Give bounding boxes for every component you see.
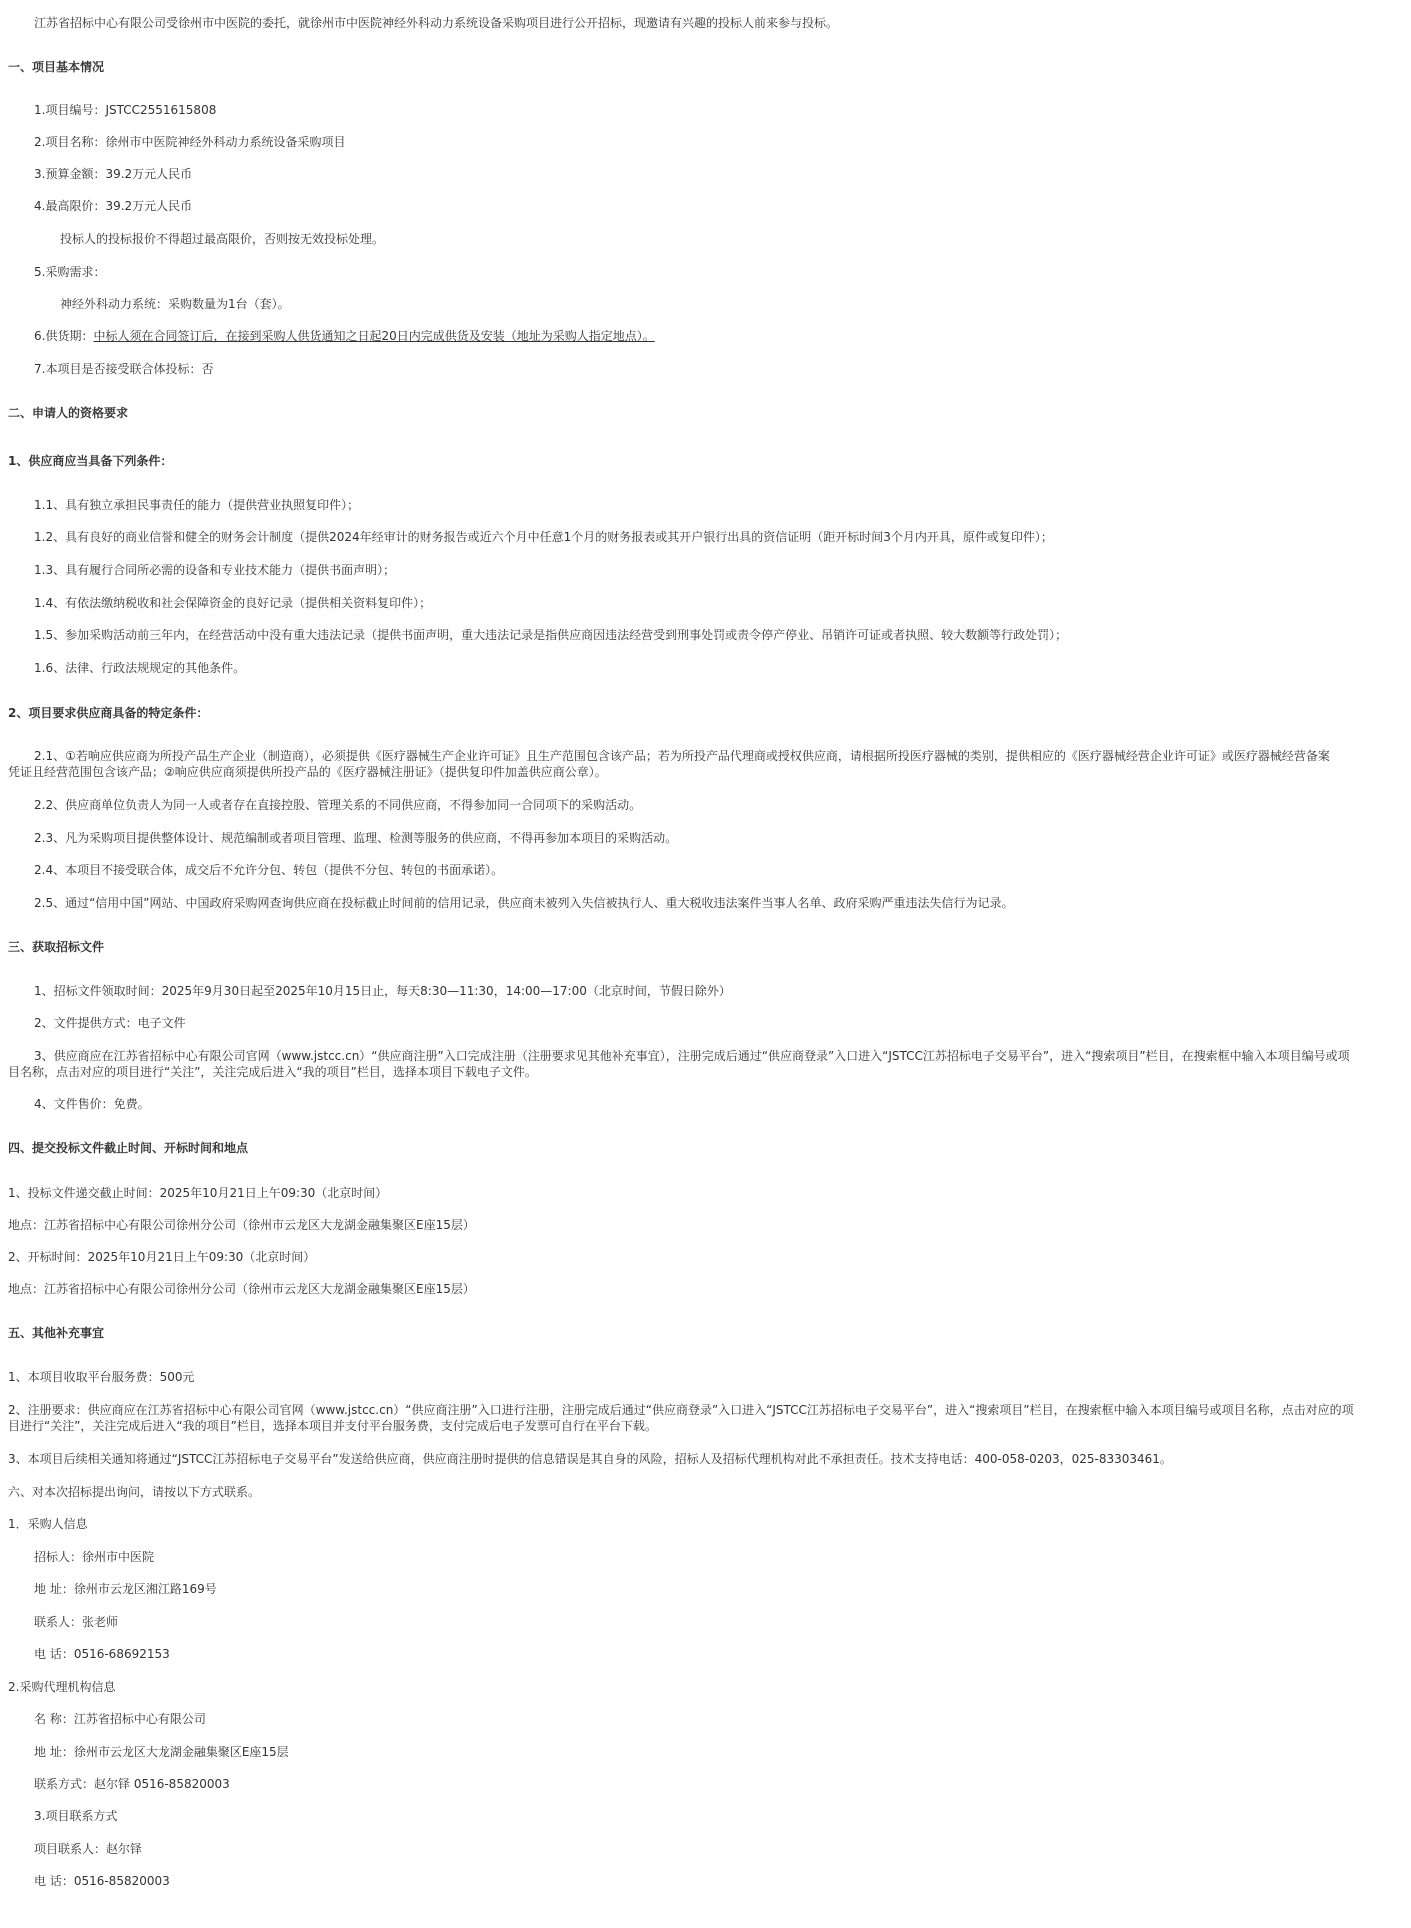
section3-title: 三、获取招标文件 [8, 940, 105, 954]
delivery-text: 中标人须在合同签订后，在接到采购人供货通知之日起20日内完成供货及安装（地址为采购人指定地点）。 [93, 329, 655, 343]
section2-sub2-title: 2、项目要求供应商具备的特定条件： [8, 706, 209, 720]
project-contact-title: 3.项目联系方式 [34, 1809, 118, 1823]
max-price: 4.最高限价：39.2万元人民币 [34, 199, 193, 213]
intro-paragraph: 江苏省招标中心有限公司受徐州市中医院的委托，就徐州市中医院神经外科动力系统设备采购项目进行公开招标，现邀请有兴趣的投标人前来参与投标。 [34, 16, 839, 30]
agent-address: 地 址：徐州市云龙区大龙湖金融集聚区E座15层 [34, 1745, 289, 1759]
budget-amount: 3.预算金额：39.2万元人民币 [34, 167, 193, 181]
buyer-info-title: 1．采购人信息 [8, 1517, 88, 1531]
qualification-item: 1.4、有依法缴纳税收和社会保障资金的良好记录（提供相关资料复印件）； [34, 596, 432, 610]
registration-requirement-line2: 目进行“关注”，关注完成后进入“我的项目”栏目，选择本项目并支付平台服务费，支付完成后电子发票可自行在平台下载。 [8, 1419, 657, 1433]
special-condition: 2.2、供应商单位负责人为同一人或者存在直接控股、管理关系的不同供应商，不得参加同一合同项下的采购活动。 [34, 798, 642, 812]
section2-sub1-title: 1、供应商应当具备下列条件： [8, 454, 173, 468]
registration-steps-line2: 目名称，点击对应的项目进行“关注”，关注完成后进入“我的项目”栏目，选择本项目下载电子文件。 [8, 1065, 537, 1079]
section1-title: 一、项目基本情况 [8, 60, 105, 74]
buyer-contact: 联系人：张老师 [34, 1615, 119, 1629]
qualification-item: 1.1、具有独立承担民事责任的能力（提供营业执照复印件）； [34, 498, 360, 512]
bid-deadline: 1、投标文件递交截止时间：2025年10月21日上午09:30（北京时间） [8, 1186, 388, 1200]
registration-steps-line1: 3、供应商应在江苏省招标中心有限公司官网（www.jstcc.cn）“供应商注册”入口完成注册（注册要求见其他补充事宜），注册完成后通过“供应商登录”入口进入“JSTCC江苏招标电子交易平台”，进入“搜索项目”栏目，在搜索框中输入本项目编号或项 [34, 1049, 1350, 1063]
special-condition: 2.3、凡为采购项目提供整体设计、规范编制或者项目管理、监理、检测等服务的供应商，不得再参加本项目的采购活动。 [34, 831, 678, 845]
buyer-address: 地 址：徐州市云龙区湘江路169号 [34, 1582, 217, 1596]
special-condition-line1: 2.1、①若响应供应商为所投产品生产企业（制造商），必须提供《医疗器械生产企业许可证》且生产范围包含该产品；若为所投产品代理商或授权供应商，请根据所投医疗器械的类别，提供相应的《医疗器械经营企业许可证》或医疗器械经营备案 [34, 749, 1330, 763]
project-contact-person: 项目联系人：赵尔铎 [34, 1842, 143, 1856]
qualification-item: 1.5、参加采购活动前三年内，在经营活动中没有重大违法记录（提供书面声明，重大违法记录是指供应商因违法经营受到刑事处罚或责令停产停业、吊销许可证或者执照、较大数额等行政处罚）； [34, 628, 1068, 642]
section4-title: 四、提交投标文件截止时间、开标时间和地点 [8, 1141, 249, 1155]
delivery-period [34, 328, 1411, 344]
opening-time: 2、开标时间：2025年10月21日上午09:30（北京时间） [8, 1250, 316, 1264]
project-name: 2.项目名称：徐州市中医院神经外科动力系统设备采购项目 [34, 135, 346, 149]
doc-price: 4、文件售价：免费。 [34, 1097, 150, 1111]
opening-location: 地点：江苏省招标中心有限公司徐州分公司（徐州市云龙区大龙湖金融集聚区E座15层） [8, 1282, 475, 1296]
section2-title: 二、申请人的资格要求 [8, 406, 129, 420]
consortium-statement: 7.本项目是否接受联合体投标：否 [34, 362, 214, 376]
notification-note: 3、本项目后续相关通知将通过“JSTCC江苏招标电子交易平台”发送给供应商，供应商注册时提供的信息错误是其自身的风险，招标人及招标代理机构对此不承担责任。技术支持电话：400-058-0203，025-83303461。 [8, 1452, 1172, 1466]
registration-requirement-line1: 2、注册要求：供应商应在江苏省招标中心有限公司官网（www.jstcc.cn）“供应商注册”入口进行注册，注册完成后通过“供应商登录”入口进入“JSTCC江苏招标电子交易平台”，进入“搜索项目”栏目，在搜索框中输入本项目编号或项目名称，点击对应的项 [8, 1403, 1354, 1417]
doc-collection-time: 1、招标文件领取时间：2025年9月30日起至2025年10月15日止，每天8:30—11:30，14:00—17:00（北京时间，节假日除外） [34, 984, 731, 998]
doc-provision-method: 2、文件提供方式：电子文件 [34, 1016, 186, 1030]
special-condition: 2.4、本项目不接受联合体，成交后不允许分包、转包（提供不分包、转包的书面承诺）。 [34, 863, 504, 877]
special-condition: 2.5、通过“信用中国”网站、中国政府采购网查询供应商在投标截止时间前的信用记录，供应商未被列入失信被执行人、重大税收违法案件当事人名单、政府采购严重违法失信行为记录。 [34, 896, 1014, 910]
qualification-item: 1.6、法律、行政法规规定的其他条件。 [34, 661, 246, 675]
buyer-phone: 电 话：0516-68692153 [34, 1647, 170, 1661]
max-price-note: 投标人的投标报价不得超过最高限价，否则按无效投标处理。 [60, 232, 385, 246]
bid-location: 地点：江苏省招标中心有限公司徐州分公司（徐州市云龙区大龙湖金融集聚区E座15层） [8, 1218, 475, 1232]
qualification-item: 1.3、具有履行合同所必需的设备和专业技术能力（提供书面声明）； [34, 563, 396, 577]
platform-fee: 1、本项目收取平台服务费：500元 [8, 1370, 195, 1384]
delivery-label: 6.供货期： [34, 329, 94, 343]
demand-item: 神经外科动力系统：采购数量为1台（套）。 [60, 297, 290, 311]
agent-contact: 联系方式：赵尔铎 0516-85820003 [34, 1777, 230, 1791]
special-condition-line2: 凭证且经营范围包含该产品；②响应供应商须提供所投产品的《医疗器械注册证》（提供复印件加盖供应商公章）。 [8, 765, 607, 779]
demand-title: 5.采购需求： [34, 265, 106, 279]
section6-title: 六、对本次招标提出询问，请按以下方式联系。 [8, 1485, 261, 1499]
section5-title: 五、其他补充事宜 [8, 1326, 105, 1340]
project-contact-phone: 电 话：0516-85820003 [34, 1874, 170, 1888]
qualification-item: 1.2、具有良好的商业信誉和健全的财务会计制度（提供2024年经审计的财务报告或近六个月中任意1个月的财务报表或其开户银行出具的资信证明（距开标时间3个月内开具，原件或复印件）； [34, 530, 1053, 544]
agent-info-title: 2.采购代理机构信息 [8, 1680, 116, 1694]
project-number: 1.项目编号：JSTCC2551615808 [34, 103, 217, 117]
buyer-name: 招标人：徐州市中医院 [34, 1550, 155, 1564]
agent-name: 名 称：江苏省招标中心有限公司 [34, 1712, 206, 1726]
